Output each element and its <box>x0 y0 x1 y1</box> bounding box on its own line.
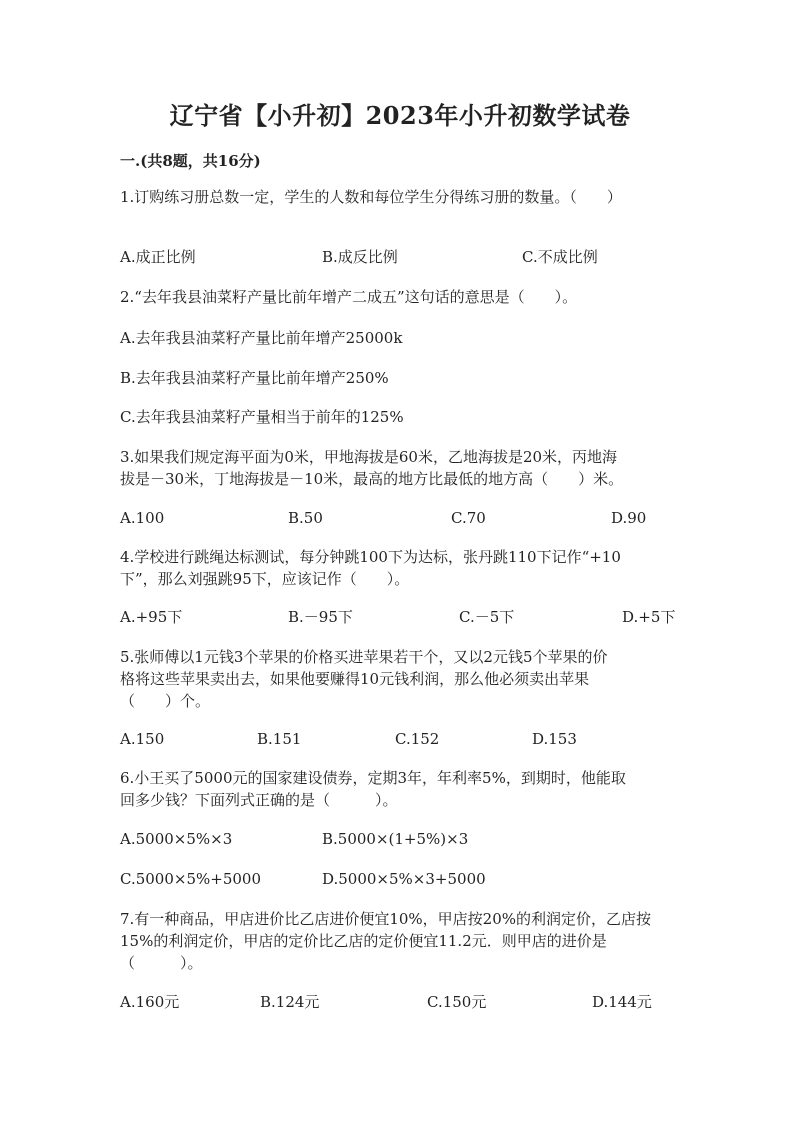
question-2-text: 2.“去年我县油菜籽产量比前年增产二成五”这句话的意思是（ ）。 <box>120 288 578 306</box>
question-3-option-a: A.100 <box>120 509 165 527</box>
question-6-option-c: C.5000×5%+5000 <box>120 870 261 888</box>
question-7-option-d: D.144元 <box>592 993 652 1011</box>
question-5-text-line-3: （ ）个。 <box>120 692 211 710</box>
question-4-option-c: C.－5下 <box>459 608 515 626</box>
question-5-text-line-1: 5.张师傅以1元钱3个苹果的价格买进苹果若干个，又以2元钱5个苹果的价 <box>120 648 608 666</box>
question-7-text-line-1: 7.有一种商品，甲店进价比乙店进价便宜10%，甲店按20%的利润定价，乙店按 <box>120 910 651 928</box>
question-1-option-a: A.成正比例 <box>120 248 196 266</box>
question-7-option-c: C.150元 <box>427 993 487 1011</box>
question-3-text-line-2: 拔是－30米，丁地海拔是－10米，最高的地方比最低的地方高（ ）米。 <box>120 470 624 488</box>
question-7-option-b: B.124元 <box>260 993 320 1011</box>
question-5-option-c: C.152 <box>395 730 440 748</box>
question-3-option-b: B.50 <box>288 509 323 527</box>
question-3-text-line-1: 3.如果我们规定海平面为0米，甲地海拔是60米，乙地海拔是20米，丙地海 <box>120 448 618 466</box>
question-3-option-c: C.70 <box>451 509 486 527</box>
question-4-option-d: D.+5下 <box>622 608 676 626</box>
question-1-option-b: B.成反比例 <box>322 248 398 266</box>
question-4-option-a: A.+95下 <box>120 608 183 626</box>
question-7-option-a: A.160元 <box>120 993 180 1011</box>
question-4-text-line-1: 4.学校进行跳绳达标测试，每分钟跳100下为达标，张丹跳110下记作“+10 <box>120 548 621 566</box>
question-5-option-a: A.150 <box>120 730 165 748</box>
question-7-text-line-2: 15%的利润定价，甲店的定价比乙店的定价便宜11.2元．则甲店的进价是 <box>120 932 607 950</box>
question-5-option-d: D.153 <box>532 730 577 748</box>
question-3-option-d: D.90 <box>611 509 647 527</box>
question-2-option-a: A.去年我县油菜籽产量比前年增产25000k <box>120 329 403 347</box>
question-2-option-c: C.去年我县油菜籽产量相当于前年的125% <box>120 408 404 426</box>
question-2-option-b: B.去年我县油菜籽产量比前年增产250% <box>120 369 389 387</box>
question-6-option-a: A.5000×5%×3 <box>120 830 233 848</box>
question-5-option-b: B.151 <box>257 730 302 748</box>
question-6-text-line-2: 回多少钱？下面列式正确的是（ ）。 <box>120 791 398 809</box>
question-4-option-b: B.－95下 <box>288 608 353 626</box>
page-title: 辽宁省【小升初】2023年小升初数学试卷 <box>169 101 631 130</box>
section-heading: 一.(共8题，共16分) <box>120 152 261 170</box>
question-6-option-b: B.5000×(1+5%)×3 <box>322 830 469 848</box>
question-4-text-line-2: 下”，那么刘强跳95下，应该记作（ ）。 <box>120 570 410 588</box>
question-6-option-d: D.5000×5%×3+5000 <box>322 870 486 888</box>
question-5-text-line-2: 格将这些苹果卖出去，如果他要赚得10元钱利润，那么他必须卖出苹果 <box>120 670 590 688</box>
question-1-text: 1.订购练习册总数一定，学生的人数和每位学生分得练习册的数量。（ ） <box>120 188 622 206</box>
question-1-option-c: C.不成比例 <box>522 248 598 266</box>
question-7-text-line-3: （ ）。 <box>120 954 203 972</box>
question-6-text-line-1: 6.小王买了5000元的国家建设债券，定期3年，年利率5%，到期时，他能取 <box>120 769 626 787</box>
